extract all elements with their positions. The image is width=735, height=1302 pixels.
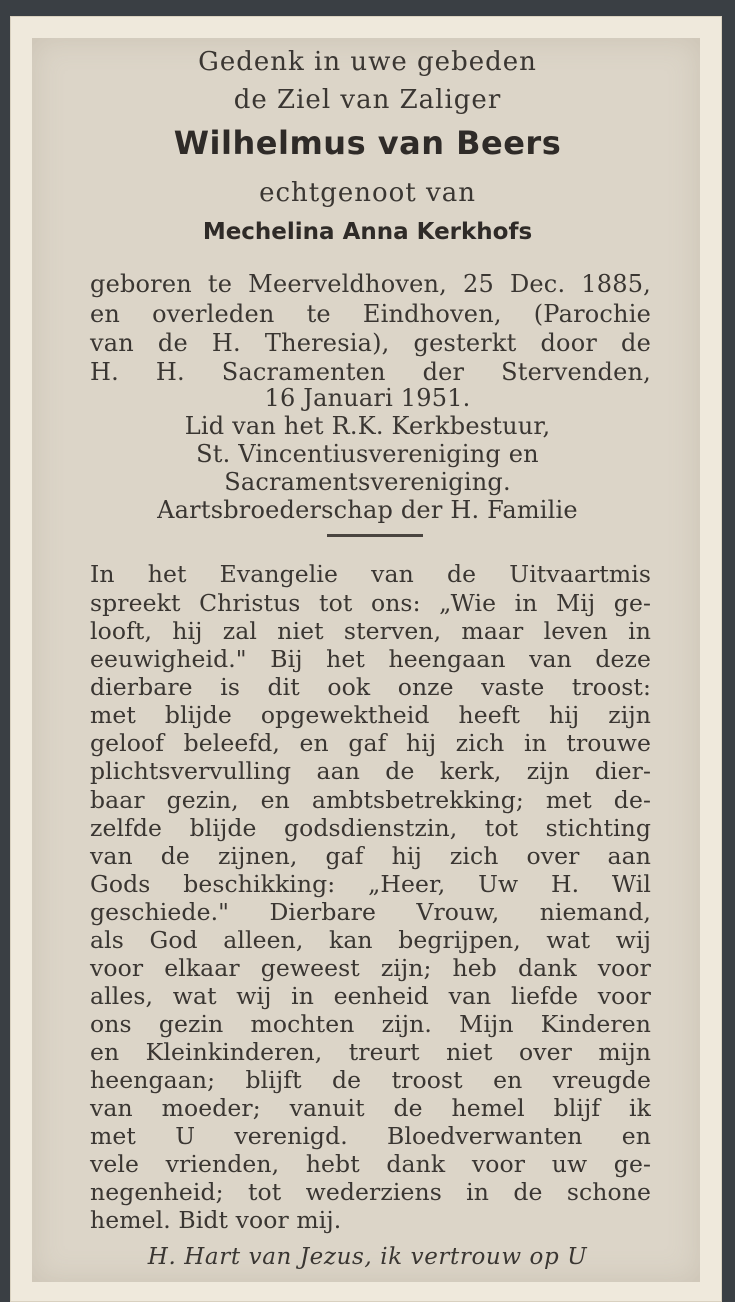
text-line: eeuwigheid." Bij het heengaan van deze <box>90 645 651 673</box>
text-line: van de zijnen, gaf hij zich over aan <box>90 842 651 870</box>
header-line-4: echtgenoot van <box>259 178 476 208</box>
header-line-2: de Ziel van Zaliger <box>233 85 502 115</box>
text-line: baar gezin, en ambtsbetrekking; met de- <box>90 786 651 814</box>
text-line: geloof beleefd, en gaf hij zich in trouwe <box>90 729 651 757</box>
text-line: In het Evangelie van de Uitvaartmis <box>90 560 651 588</box>
bio-line: Aartsbroederschap der H. Familie <box>157 496 578 524</box>
text-line: van moeder; vanuit de hemel blijf ik <box>90 1094 651 1122</box>
header-line-1: Gedenk in uwe gebeden <box>198 47 537 77</box>
text-line: vele vrienden, hebt dank voor uw ge- <box>90 1150 651 1178</box>
bio-line: St. Vincentiusvereniging en <box>196 440 539 468</box>
bio-line: geboren te Meerveldhoven, 25 Dec. 1885, <box>90 270 651 298</box>
text-line: als God alleen, kan begrijpen, wat wij <box>90 926 651 954</box>
text-line: looft, hij zal niet sterven, maar leven in <box>90 617 651 645</box>
text-line: plichtsvervulling aan de kerk, zijn dier- <box>90 757 651 785</box>
text-line: zelfde blijde godsdienstzin, tot stichting <box>90 814 651 842</box>
bio-line: 16 Januari 1951. <box>264 384 471 412</box>
text-line: Gods beschikking: „Heer, Uw H. Wil <box>90 870 651 898</box>
closing-prayer: H. Hart van Jezus, ik vertrouw op U <box>147 1244 588 1270</box>
text-line: voor elkaar geweest zijn; heb dank voor <box>90 954 651 982</box>
text-line: negenheid; tot wederziens in de schone <box>90 1178 651 1206</box>
text-line: ons gezin mochten zijn. Mijn Kinderen <box>90 1010 651 1038</box>
text-line: met U verenigd. Bloedverwanten en <box>90 1122 651 1150</box>
text-line: hemel. Bidt voor mij. <box>90 1206 342 1234</box>
bio-line: Sacramentsvereniging. <box>224 468 511 496</box>
bio-line: Lid van het R.K. Kerkbestuur, <box>184 412 551 440</box>
spouse-name: Mechelina Anna Kerkhofs <box>202 219 533 245</box>
text-line: met blijde opgewektheid heeft hij zijn <box>90 701 651 729</box>
bio-line: H. H. Sacramenten der Stervenden, <box>90 358 651 386</box>
text-line: dierbare is dit ook onze vaste troost: <box>90 673 651 701</box>
text-line: en Kleinkinderen, treurt niet over mijn <box>90 1038 651 1066</box>
text-line: geschiede." Dierbare Vrouw, niemand, <box>90 898 651 926</box>
bio-line: en overleden te Eindhoven, (Parochie <box>90 300 651 328</box>
bio-line: van de H. Theresia), gesterkt door de <box>90 329 651 357</box>
text-line: spreekt Christus tot ons: „Wie in Mij ge- <box>90 589 651 617</box>
text-line: alles, wat wij in eenheid van liefde voor <box>90 982 651 1010</box>
divider <box>327 534 423 537</box>
text-line: heengaan; blijft de troost en vreugde <box>90 1066 651 1094</box>
deceased-name: Wilhelmus van Beers <box>173 124 562 162</box>
